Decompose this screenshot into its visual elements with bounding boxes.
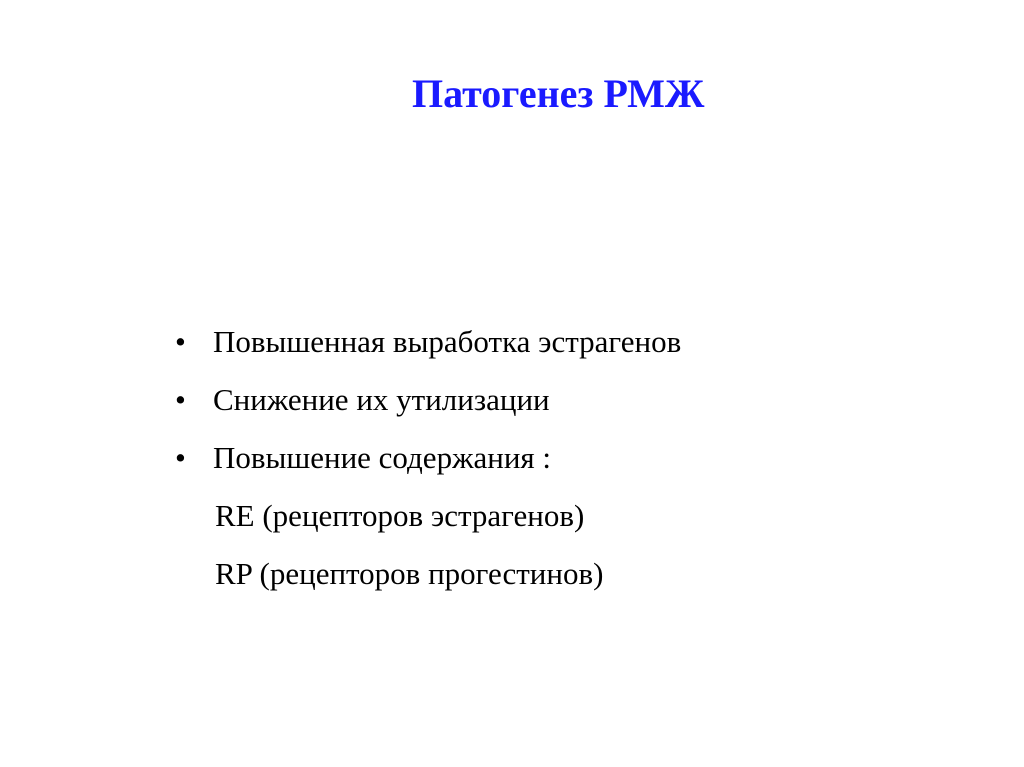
- bullet-text: Повышенная выработка эстрагенов: [213, 324, 682, 359]
- sub-item-text: RE (рецепторов эстрагенов): [215, 498, 585, 533]
- sub-item-re: [175, 492, 935, 550]
- slide-title: Патогенез РМЖ: [412, 71, 705, 116]
- bullet-item-2: [175, 376, 935, 434]
- bullet-list: [175, 318, 935, 608]
- bullet-text: Повышение содержания :: [213, 440, 552, 475]
- bullet-icon: •: [175, 440, 186, 475]
- bullet-item-1: [175, 318, 935, 376]
- bullet-icon: •: [175, 324, 186, 359]
- sub-item-text: RP (рецепторов прогестинов): [215, 556, 604, 591]
- sub-item-rp: [175, 550, 935, 608]
- bullet-item-3: [175, 434, 935, 492]
- bullet-text: Снижение их утилизации: [213, 382, 550, 417]
- bullet-icon: •: [175, 382, 186, 417]
